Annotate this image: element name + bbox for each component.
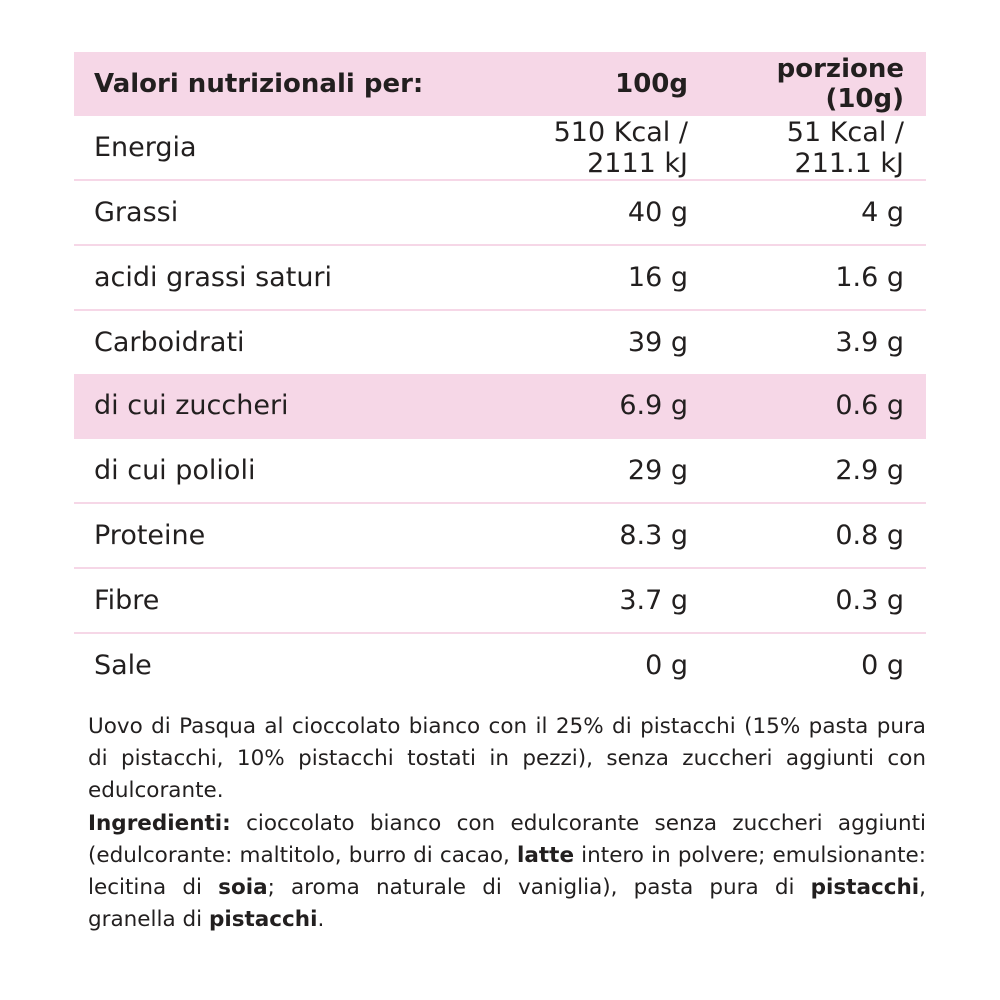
- table-row: [74, 633, 926, 697]
- row-value-100g: 16 g: [494, 245, 710, 310]
- table-row: [74, 310, 926, 374]
- header-label: Valori nutrizionali per:: [74, 52, 494, 116]
- table-body: [74, 116, 926, 697]
- ingredients-text-4: , granella di: [88, 875, 926, 932]
- ingredients-paragraph: [88, 808, 926, 935]
- row-label: acidi grassi saturi: [74, 245, 494, 310]
- product-paragraph: Uovo di Pasqua al cioccolato bianco con il 25% di pistacchi (15% pasta pura di pistacchi, 10% pistacchi tostati in pezzi), senza zuccheri aggiunti con edulcorante.: [88, 714, 926, 803]
- header-col-portion: porzione (10g): [710, 52, 926, 116]
- row-label: Sale: [94, 650, 152, 681]
- allergen-soia: soia: [218, 875, 268, 901]
- row-value-portion: 0.3 g: [710, 568, 926, 633]
- table-row: [74, 438, 926, 503]
- table-row: [74, 503, 926, 568]
- table-row: [74, 116, 926, 180]
- row-value-portion: 2.9 g: [710, 438, 926, 503]
- ingredients-text-2: intero in polvere; emulsionante: lecitina di: [88, 843, 926, 901]
- table-header-row: [74, 52, 926, 116]
- table-row: [74, 245, 926, 310]
- table-row: [74, 568, 926, 633]
- row-value-100g: 0 g: [645, 650, 688, 681]
- row-label: Grassi: [74, 180, 494, 245]
- ingredients-text-5: .: [317, 906, 325, 932]
- table-row: [74, 374, 926, 438]
- ingredients-label: Ingredienti:: [88, 811, 231, 837]
- row-value-portion: 0 g: [861, 650, 904, 681]
- row-value-100g: 6.9 g: [494, 374, 710, 438]
- row-value-portion: 3.9 g: [835, 327, 904, 358]
- nutrition-table: [74, 52, 926, 697]
- allergen-pistacchi-2: pistacchi: [208, 906, 318, 932]
- row-value-100g: 29 g: [494, 438, 710, 503]
- row-value-portion: 51 Kcal / 211.1 kJ: [710, 116, 926, 180]
- ingredients-text-3: ; aroma naturale di vaniglia), pasta pura di: [267, 875, 811, 901]
- allergen-latte: latte: [517, 843, 575, 869]
- row-value-portion: 1.6 g: [710, 245, 926, 310]
- product-description: [74, 711, 926, 936]
- row-label: Proteine: [74, 503, 494, 568]
- row-value-portion: 4 g: [710, 180, 926, 245]
- row-label: di cui zuccheri: [74, 374, 494, 438]
- table-row: [74, 180, 926, 245]
- header-col-100g: 100g: [494, 52, 710, 116]
- row-label: Energia: [74, 116, 494, 180]
- row-value-100g: 39 g: [627, 327, 688, 358]
- row-label: di cui polioli: [74, 438, 494, 503]
- row-value-100g: 40 g: [494, 180, 710, 245]
- row-value-100g: 8.3 g: [494, 503, 710, 568]
- row-value-100g: 3.7 g: [494, 568, 710, 633]
- row-value-100g: 510 Kcal / 2111 kJ: [494, 116, 710, 180]
- row-label: Carboidrati: [94, 327, 245, 358]
- allergen-pistacchi-1: pistacchi: [810, 875, 920, 901]
- row-value-portion: 0.8 g: [710, 503, 926, 568]
- row-label: Fibre: [74, 568, 494, 633]
- row-value-portion: 0.6 g: [710, 374, 926, 438]
- ingredients-text-1: cioccolato bianco con edulcorante senza zuccheri aggiunti (edulcorante: maltitolo, burro di cacao,: [88, 811, 926, 869]
